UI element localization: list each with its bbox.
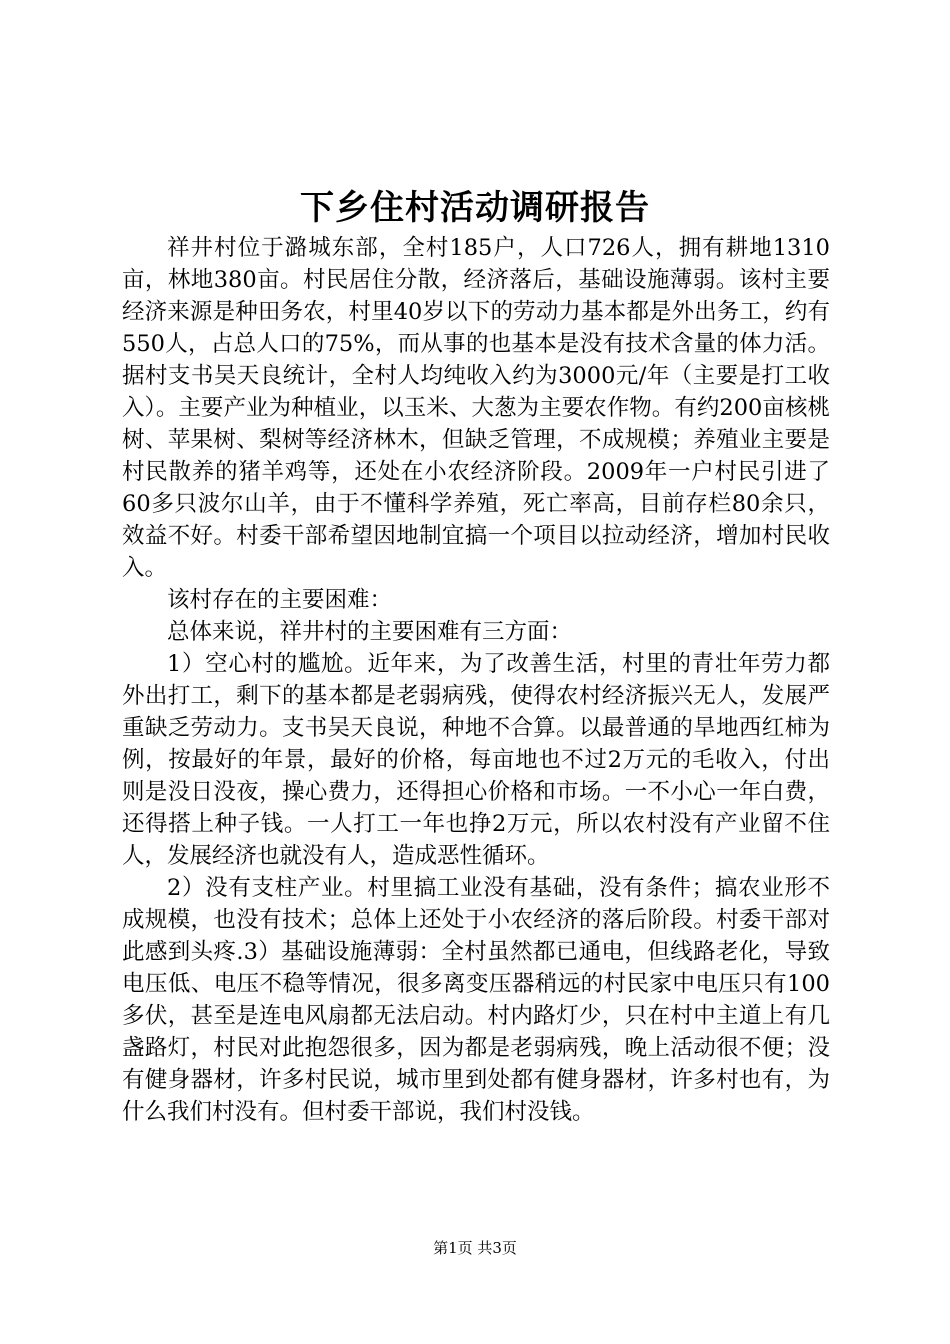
paragraph-hollow-village: 1）空心村的尴尬。近年来，为了改善生活，村里的青壮年劳力都外出打工，剩下的基本都是老弱病残，使得农村经济振兴无人，发展严重缺乏劳动力。支书吴天良说，种地不合算。以最普通的旱地西红柿为例，按最好的年景，最好的价格，每亩地也不过2万元的毛收入，付出则是没日没夜，操心费力，还得担心价格和市场。一不小心一年白费，还得搭上种子钱。一人打工一年也挣2万元，所以农村没有产业留不住人，发展经济也就没有人，造成恶性循环。 [122,651,830,869]
paragraph-difficulties-summary: 总体来说，祥井村的主要困难有三方面： [167,619,573,645]
page-number-footer: 第1页 共3页 [433,1239,517,1257]
document-title: 下乡住村活动调研报告 [300,188,650,228]
paragraph-difficulties-heading: 该村存在的主要困难： [167,587,393,613]
paragraph-village-overview: 祥井村位于潞城东部，全村185户，人口726人，拥有耕地1310亩，林地380亩。村民居住分散，经济落后，基础设施薄弱。该村主要经济来源是种田务农，村里40岁以下的劳动力基本都是外出务工，约有550人，占总人口的75%，而从事的也基本是没有技术含量的体力活。据村支书吴天良统计，全村人均纯收入约为3000元/年（主要是打工收入）。主要产业为种植业，以玉米、大葱为主要农作物。有约200亩核桃树、苹果树、梨树等经济林木，但缺乏管理，不成规模；养殖业主要是村民散养的猪羊鸡等，还处在小农经济阶段。2009年一户村民引进了60多只波尔山羊，由于不懂科学养殖，死亡率高，目前存栏80余只，效益不好。村委干部希望因地制宜搞一个项目以拉动经济，增加村民收入。 [122,235,830,581]
document-body [122,232,830,1128]
paragraph-no-pillar-industry: 2）没有支柱产业。村里搞工业没有基础，没有条件；搞农业形不成规模，也没有技术；总体上还处于小农经济的落后阶段。村委干部对此感到头疼.3）基础设施薄弱：全村虽然都已通电，但线路老化，导致电压低、电压不稳等情况，很多离变压器稍远的村民家中电压只有100多伏，甚至是连电风扇都无法启动。村内路灯少，只在村中主道上有几盏路灯，村民对此抱怨很多，因为都是老弱病残，晚上活动很不便；没有健身器材，许多村民说，城市里到处都有健身器材，许多村也有，为什么我们村没有。但村委干部说，我们村没钱。 [122,875,830,1125]
